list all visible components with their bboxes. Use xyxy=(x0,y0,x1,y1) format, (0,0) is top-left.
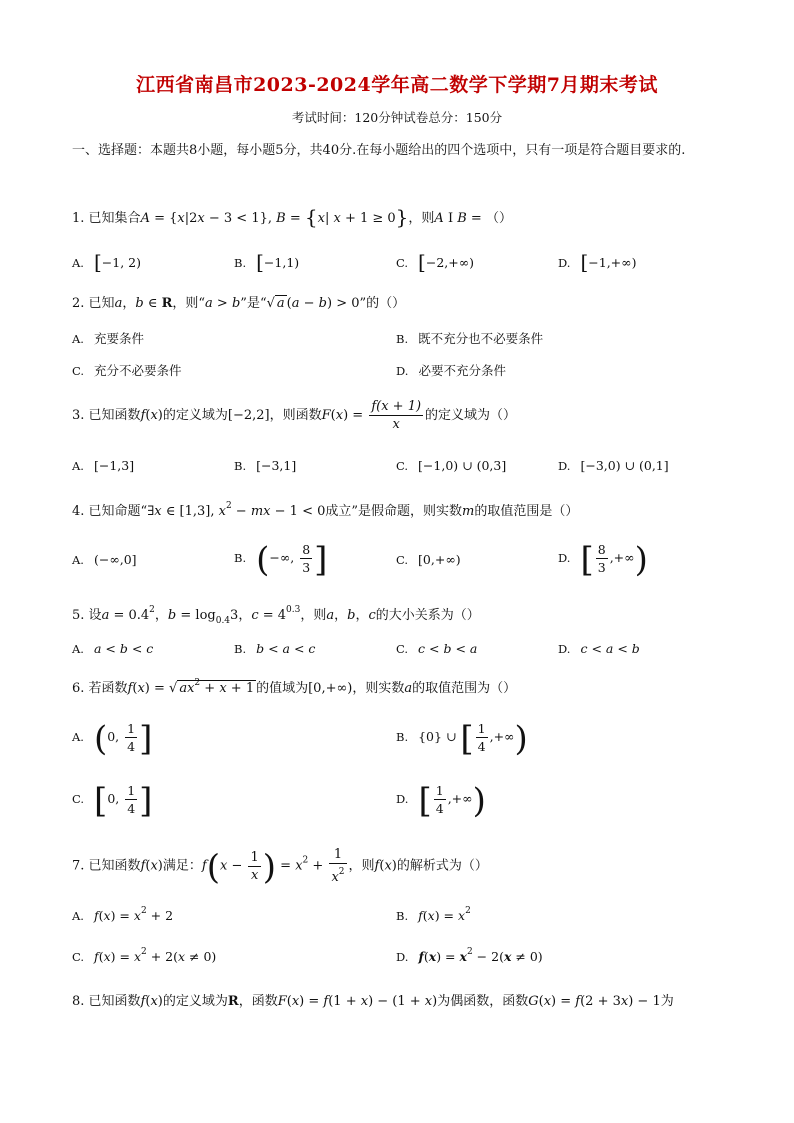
question-7: 7. 已知函数f(x)满足：f(x − $\frac{1}{x}$ ) = $x^2$ + $\frac{1}{x^2}$ ，则f(x)的解析式为（） xyxy=(72,847,488,888)
question-4: 4. 已知命题“∃x ∈ [1,3], $x^2$ − mx − 1 < 0成立”是假命题，则实数m的取值范围是（） xyxy=(72,501,579,519)
option-2b[interactable]: B. 既不充分也不必要条件 xyxy=(396,331,544,346)
question-2: 2. 已知a，b ∈ R，则“a > b”是“√ a (a − b) > 0”的（） xyxy=(72,296,406,311)
option-6a[interactable]: A. (0, $\frac{1}{4}$ ] xyxy=(72,719,153,759)
option-6c[interactable]: C. [0, $\frac{1}{4}$ ] xyxy=(72,781,153,821)
option-1d[interactable]: D. [−1,+∞) xyxy=(558,250,637,274)
option-4a[interactable]: A. (−∞,0] xyxy=(72,552,137,567)
option-3c[interactable]: C. [−1,0) ∪ (0,3] xyxy=(396,458,507,473)
option-4c[interactable]: C. [0,+∞) xyxy=(396,552,461,567)
exam-info: 考试时间：120分钟试卷总分：150分 xyxy=(291,110,503,125)
option-5a[interactable]: A. a < b < c xyxy=(72,641,154,656)
option-7a[interactable]: A. $f(x) = x^2 + 2$ xyxy=(72,906,174,923)
question-6: 6. 若函数f(x) = √ $ax^2 + x + 1$ 的值域为[0,+∞)，则实数a的取值范围为（） xyxy=(72,678,517,696)
option-4d[interactable]: D. [ $\frac{8}{3}$ ,+∞) xyxy=(558,540,648,580)
question-3: 3. 已知函数f(x)的定义域为[−2,2]，则函数F(x) = $\frac{f(x + 1)}{x}$ 的定义域为（） xyxy=(72,399,517,432)
question-8: 8. 已知函数f(x)的定义域为R，函数F(x) = f(1 + x) − (1 + x)为偶函数，函数G(x) = f(2 + 3x) − 1为 xyxy=(72,994,674,1009)
option-5d[interactable]: D. c < a < b xyxy=(558,641,640,656)
option-7b[interactable]: B. $f(x) = x^2$ xyxy=(396,906,471,923)
option-7d[interactable]: D. $f(x) = x^2 - 2(x \ne 0)$ xyxy=(396,947,543,964)
option-2c[interactable]: C. 充分不必要条件 xyxy=(72,363,182,378)
question-1: 1. 已知集合A = {x|2x − 3 < 1}, B = {x| x + 1 ≥ 0}，则A I B = （） xyxy=(72,205,512,229)
option-6d[interactable]: D. [ $\frac{1}{4}$ ,+∞) xyxy=(396,781,486,821)
option-3b[interactable]: B. [−3,1] xyxy=(234,458,297,473)
option-2a[interactable]: A. 充要条件 xyxy=(72,331,144,346)
option-4b[interactable]: B. (−∞, $\frac{8}{3}$ ] xyxy=(234,540,328,580)
option-1b[interactable]: B. [−1,1) xyxy=(234,250,300,274)
option-2d[interactable]: D. 必要不充分条件 xyxy=(396,363,506,378)
option-5b[interactable]: B. b < a < c xyxy=(234,641,316,656)
option-6b[interactable]: B. {0} ∪ [ $\frac{1}{4}$ ,+∞) xyxy=(396,719,528,759)
exam-title: 江西省南昌市2023-2024学年高二数学下学期7月期末考试 xyxy=(136,74,658,96)
option-5c[interactable]: C. c < b < a xyxy=(396,641,478,656)
option-3a[interactable]: A. [−1,3] xyxy=(72,458,135,473)
option-1c[interactable]: C. [−2,+∞) xyxy=(396,250,475,274)
option-3d[interactable]: D. [−3,0) ∪ (0,1] xyxy=(558,458,669,473)
option-1a[interactable]: A. [−1, 2) xyxy=(72,250,141,274)
section-intro: 一、选择题：本题共8小题，每小题5分，共40分.在每小题给出的四个选项中，只有一项是符合题目要求的. xyxy=(72,143,686,158)
question-5: 5. 设$a = 0.4^2$，$b = \log_{0.4}3$，$c = 4^{0.3}$，则a，b，c的大小关系为（） xyxy=(72,605,480,626)
option-7c[interactable]: C. $f(x) = x^2 + 2(x \ne 0)$ xyxy=(72,947,217,964)
